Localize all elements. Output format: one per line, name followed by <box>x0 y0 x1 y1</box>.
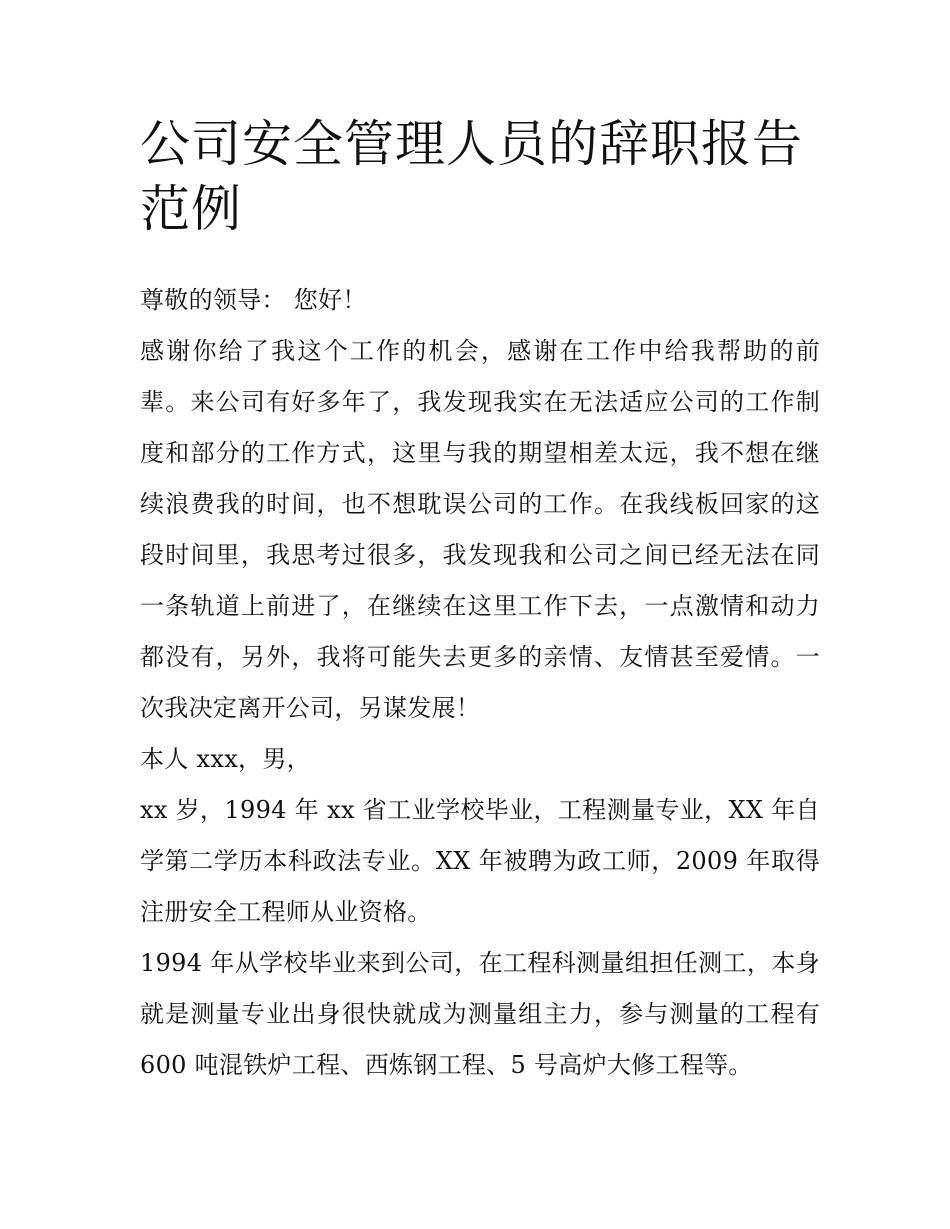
document-title: 公司安全管理人员的辞职报告范例 <box>140 115 803 238</box>
body-paragraph: 感谢你给了我这个工作的机会，感谢在工作中给我帮助的前辈。来公司有好多年了，我发现我实在无法适应公司的工作制度和部分的工作方式，这里与我的期望相差太远，我不想在继续浪费我的时间，也不想耽误公司的工作。在我线板回家的这段时间里，我思考过很多，我发现我和公司之间已经无法在同一条轨道上前进了，在继续在这里工作下去，一点激情和动力都没有，另外，我将可能失去更多的亲情、友情甚至爱情。一次我决定离开公司，另谋发展！ <box>140 337 820 722</box>
body-paragraph: xx 岁，1994 年 xx 省工业学校毕业，工程测量专业，XX 年自学第二学历本科政法专业。XX 年被聘为政工师，2009 年取得注册安全工程师从业资格。 <box>140 796 820 926</box>
greeting-paragraph: 尊敬的领导： 您好！ <box>140 286 367 314</box>
body-paragraph: 本人 xxx，男， <box>140 745 311 773</box>
body-paragraph: 1994 年从学校毕业来到公司，在工程科测量组担任测工，本身就是测量专业出身很快就成为测量组主力，参与测量的工程有 600 吨混铁炉工程、西炼钢工程、5 号高炉大修工程等。 <box>140 949 820 1079</box>
document-page <box>140 112 820 1091</box>
